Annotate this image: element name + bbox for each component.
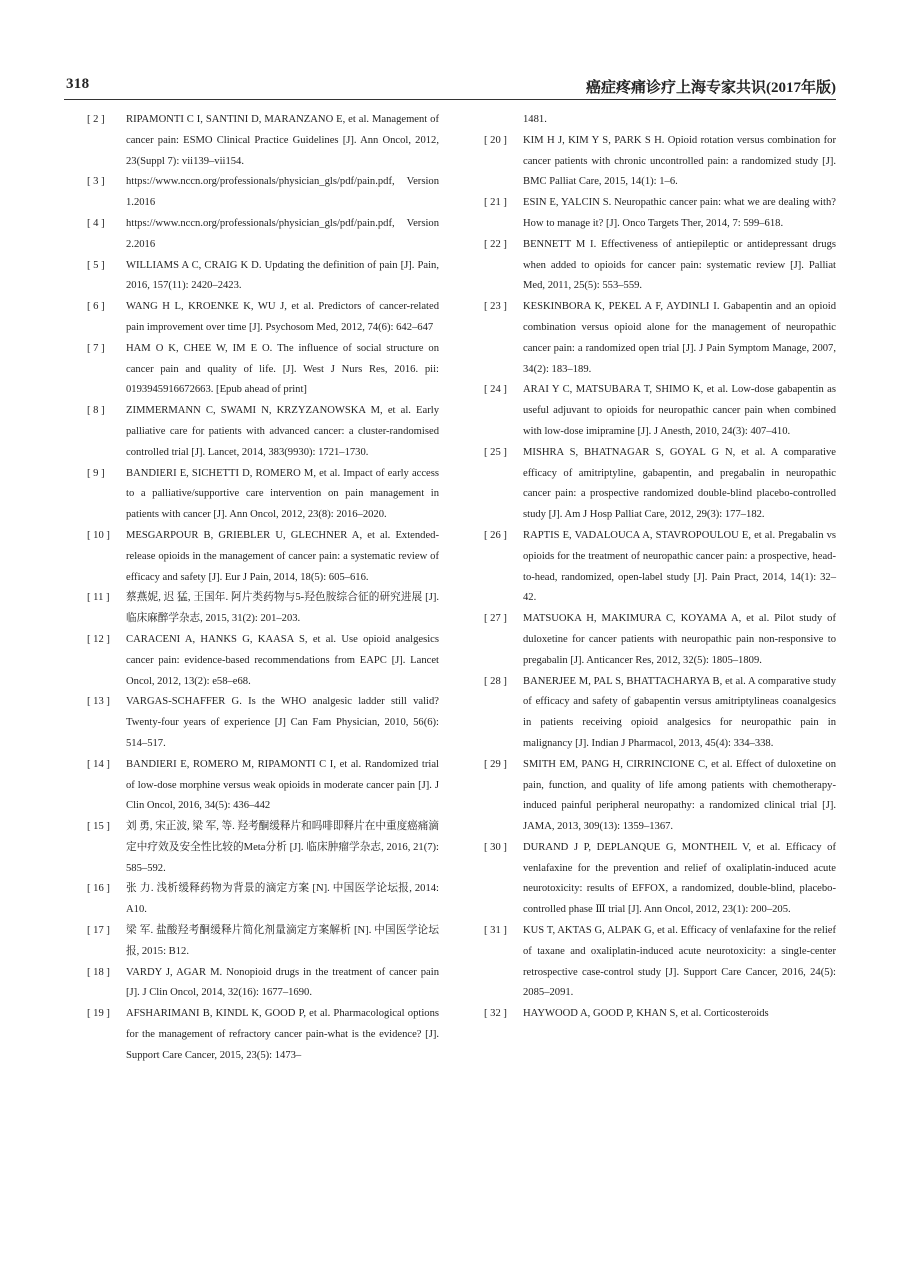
reference-entry xyxy=(87,339,439,401)
reference-entry xyxy=(87,1004,439,1066)
reference-text: BANERJEE M, PAL S, BHATTACHARYA B, et al. A comparative study of efficacy and safety of gabapentin versus amitriptylineas coanalgesics in patients receiving opioid analgesics for neuropathic pain in malignancy [J]. Indian J Pharmacol, 2013, 45(4): 334–338. xyxy=(523,675,836,749)
reference-number: [ 10 ] xyxy=(87,529,110,541)
reference-number: [ 31 ] xyxy=(484,925,507,937)
reference-entry xyxy=(87,630,439,692)
reference-entry xyxy=(87,692,439,754)
reference-entry xyxy=(87,963,439,1005)
reference-text: VARGAS-SCHAFFER G. Is the WHO analgesic ladder still valid? Twenty-four years of experience [J] Can Fam Physician, 2010, 56(6): 514–517. xyxy=(126,696,439,749)
reference-continuation: 1481. xyxy=(523,114,547,125)
reference-number: [ 23 ] xyxy=(484,301,507,313)
reference-number: [ 25 ] xyxy=(484,446,507,458)
reference-text: 蔡燕妮, 迟 猛, 王国年. 阿片类药物与5-羟色胺综合征的研究进展 [J]. 临床麻醉学杂志, 2015, 31(2): 201–203. xyxy=(126,592,439,625)
reference-entry xyxy=(87,921,439,963)
reference-number: [ 3 ] xyxy=(87,176,105,188)
reference-number: [ 7 ] xyxy=(87,342,105,354)
reference-number: [ 4 ] xyxy=(87,217,105,229)
reference-text: HAM O K, CHEE W, IM E O. The influence of social structure on cancer pain and quality of life. [J]. West J Nurs Res, 2016. pii: 0193945916672663. [Epub ahead of print] xyxy=(126,342,439,396)
reference-entry xyxy=(87,817,439,879)
reference-number: [ 2 ] xyxy=(87,114,105,125)
reference-text: 梁 军. 盐酸羟考酮缓释片简化剂量滴定方案解析 [N]. 中国医学论坛报, 2015: B12. xyxy=(126,925,439,957)
reference-entry xyxy=(484,235,836,297)
reference-number: [ 17 ] xyxy=(87,925,110,937)
reference-entry xyxy=(484,443,836,526)
reference-number: [ 21 ] xyxy=(484,197,507,209)
reference-text: KIM H J, KIM Y S, PARK S H. Opioid rotation versus combination for cancer patients with chronic uncontrolled pain: a randomized study [J]. BMC Palliat Care, 2015, 14(1): 1–6. xyxy=(523,134,836,188)
reference-list-right-entries xyxy=(484,131,836,1025)
reference-entry xyxy=(484,380,836,442)
reference-entry xyxy=(87,755,439,817)
reference-entry xyxy=(87,401,439,463)
reference-text: DURAND J P, DEPLANQUE G, MONTHEIL V, et al. Efficacy of venlafaxine for the prevention and relief of oxaliplatin-induced acute neurotoxicity: results of EFFOX, a randomized, double-blind, placebo-controlled phase Ⅲ trial [J]. Ann Oncol, 2012, 23(1): 200–205. xyxy=(523,841,836,916)
reference-text: https://www.nccn.org/professionals/physician_gls/pdf/pain.pdf, Version 1.2016 xyxy=(126,176,439,209)
reference-text: WILLIAMS A C, CRAIG K D. Updating the definition of pain [J]. Pain, 2016, 157(11): 2420–2423. xyxy=(126,259,439,292)
reference-text: BANDIERI E, SICHETTI D, ROMERO M, et al. Impact of early access to a palliative/supportive care intervention on pain management in patients with cancer [J]. Ann Oncol, 2012, 23(8): 2016–2020. xyxy=(126,467,439,521)
reference-entry xyxy=(87,110,439,172)
reference-text: ZIMMERMANN C, SWAMI N, KRZYZANOWSKA M, et al. Early palliative care for patients with advanced cancer: a cluster-randomised controlled trial [J]. Lancet, 2014, 383(9930): 1721–1730. xyxy=(126,405,439,458)
reference-number: [ 20 ] xyxy=(484,134,507,146)
reference-entry xyxy=(484,131,836,193)
reference-number: [ 32 ] xyxy=(484,1008,507,1020)
reference-entry xyxy=(87,464,439,526)
reference-text: RIPAMONTI C I, SANTINI D, MARANZANO E, et al. Management of cancer pain: ESMO Clinical Practice Guidelines [J]. Ann Oncol, 2012, 23(Suppl 7): vii139–vii154. xyxy=(126,114,439,167)
reference-number: [ 27 ] xyxy=(484,613,507,625)
reference-text: CARACENI A, HANKS G, KAASA S, et al. Use opioid analgesics cancer pain: evidence-based recommendations from EAPC [J]. Lancet Oncol, 2012, 13(2): e58–e68. xyxy=(126,633,439,687)
header-divider xyxy=(64,99,836,100)
reference-number: [ 19 ] xyxy=(87,1008,110,1020)
reference-entry xyxy=(484,526,836,609)
reference-entry xyxy=(484,672,836,755)
reference-list-right-column xyxy=(484,110,836,1025)
reference-number: [ 11 ] xyxy=(87,592,110,604)
reference-number: [ 24 ] xyxy=(484,384,507,396)
reference-entry xyxy=(484,1004,836,1025)
reference-entry xyxy=(484,755,836,838)
reference-text: MISHRA S, BHATNAGAR S, GOYAL G N, et al. A comparative efficacy of amitriptyline, gabapentin, and pregabalin in neuropathic cancer pain: a prospective randomized double-blind placebo-controlled study [J]. Am J Hosp Palliat Care, 2012, 29(3): 177–182. xyxy=(523,446,836,521)
reference-text: MATSUOKA H, MAKIMURA C, KOYAMA A, et al. Pilot study of duloxetine for cancer patients with neuropathic pain non-responsive to pregabalin [J]. Anticancer Res, 2012, 32(5): 1805–1809. xyxy=(523,613,836,666)
reference-text: WANG H L, KROENKE K, WU J, et al. Predictors of cancer-related pain improvement over time [J]. Psychosom Med, 2012, 74(6): 642–647 xyxy=(126,301,439,333)
reference-text: ESIN E, YALCIN S. Neuropathic cancer pain: what we are dealing with? How to manage it? [J]. Onco Targets Ther, 2014, 7: 599–618. xyxy=(523,197,836,229)
reference-text: AFSHARIMANI B, KINDL K, GOOD P, et al. Pharmacological options for the management of refractory cancer pain-what is the evidence? [J]. Support Care Cancer, 2015, 23(5): 1473– xyxy=(126,1008,439,1061)
reference-number: [ 28 ] xyxy=(484,675,507,687)
reference-text: https://www.nccn.org/professionals/physician_gls/pdf/pain.pdf, Version 2.2016 xyxy=(126,217,439,250)
reference-number: [ 14 ] xyxy=(87,758,110,770)
reference-text: RAPTIS E, VADALOUCA A, STAVROPOULOU E, et al. Pregabalin vs opioids for the treatment of neuropathic cancer pain: a prospective, head-to-head, randomized, open-label study [J]. Pain Pract, 2014, 14(1): 32–42. xyxy=(523,529,836,604)
reference-entry xyxy=(87,526,439,588)
reference-number: [ 5 ] xyxy=(87,259,105,271)
page-number: 318 xyxy=(66,76,90,92)
reference-number: [ 16 ] xyxy=(87,883,110,895)
reference-text: BANDIERI E, ROMERO M, RIPAMONTI C I, et al. Randomized trial of low-dose morphine versus weak opioids in moderate cancer pain [J]. J Clin Oncol, 2016, 34(5): 436–442 xyxy=(126,758,439,812)
reference-number: [ 26 ] xyxy=(484,529,507,541)
reference-entry xyxy=(484,609,836,671)
reference-number: [ 30 ] xyxy=(484,841,507,853)
reference-entry xyxy=(87,172,439,214)
reference-text: HAYWOOD A, GOOD P, KHAN S, et al. Corticosteroids xyxy=(523,1008,769,1020)
reference-entry xyxy=(484,297,836,380)
reference-text: KESKINBORA K, PEKEL A F, AYDINLI I. Gabapentin and an opioid combination versus opioid alone for the management of neuropathic cancer pain: a randomized open trial [J]. J Pain Symptom Manage, 2007, 34(2): 183–189. xyxy=(523,301,836,375)
reference-text: KUS T, AKTAS G, ALPAK G, et al. Efficacy of venlafaxine for the relief of taxane and oxaliplatin-induced acute neurotoxicity: a single-center retrospective case-control study [J]. Support Care Cancer, 2016, 24(5): 2085–2091. xyxy=(523,925,836,999)
reference-number: [ 13 ] xyxy=(87,696,110,708)
reference-entry xyxy=(87,879,439,921)
reference-list-left-column xyxy=(87,110,439,1067)
reference-entry xyxy=(87,588,439,630)
reference-number: [ 8 ] xyxy=(87,405,105,417)
reference-number: [ 9 ] xyxy=(87,467,105,479)
reference-entry xyxy=(484,838,836,921)
reference-text: MESGARPOUR B, GRIEBLER U, GLECHNER A, et al. Extended-release opioids in the management of cancer pain: a systematic review of efficacy and safety [J]. Eur J Pain, 2014, 18(5): 605–616. xyxy=(126,529,439,583)
reference-number: [ 22 ] xyxy=(484,238,507,250)
reference-entry xyxy=(484,193,836,235)
reference-text: SMITH EM, PANG H, CIRRINCIONE C, et al. Effect of duloxetine on pain, function, and quality of life among patients with chemotherapy-induced painful peripheral neuropathy: a randomized clinical trial [J]. JAMA, 2013, 309(13): 1359–1367. xyxy=(523,758,836,833)
reference-text: 刘 勇, 宋正波, 梁 军, 等. 羟考酮缓释片和吗啡即释片在中重度癌痛滴定中疗效及安全性比较的Meta分析 [J]. 临床肿瘤学杂志, 2016, 21(7): 585–592. xyxy=(126,821,439,874)
reference-text: BENNETT M I. Effectiveness of antiepileptic or antidepressant drugs when added to opioids for cancer pain: systematic review [J]. Palliat Med, 2011, 25(5): 553–559. xyxy=(523,238,836,292)
reference-entry xyxy=(87,297,439,339)
reference-entry xyxy=(87,214,439,256)
reference-number: [ 6 ] xyxy=(87,301,105,313)
reference-number: [ 18 ] xyxy=(87,966,110,978)
reference-text: 张 力. 浅析缓释药物为背景的滴定方案 [N]. 中国医学论坛报, 2014: A10. xyxy=(126,883,439,916)
reference-number: [ 29 ] xyxy=(484,758,507,770)
running-title: 癌症疼痛诊疗上海专家共识(2017年版) xyxy=(586,80,836,96)
reference-entry xyxy=(87,256,439,298)
reference-text: VARDY J, AGAR M. Nonopioid drugs in the treatment of cancer pain [J]. J Clin Oncol, 2014, 32(16): 1677–1690. xyxy=(126,966,439,999)
reference-text: ARAI Y C, MATSUBARA T, SHIMO K, et al. Low-dose gabapentin as useful adjuvant to opioids for neuropathic cancer pain when combined with low-dose imipramine [J]. J Anesth, 2010, 24(3): 407–410. xyxy=(523,384,836,437)
reference-number: [ 12 ] xyxy=(87,633,110,645)
reference-entry xyxy=(484,921,836,1004)
reference-number: [ 15 ] xyxy=(87,821,110,833)
